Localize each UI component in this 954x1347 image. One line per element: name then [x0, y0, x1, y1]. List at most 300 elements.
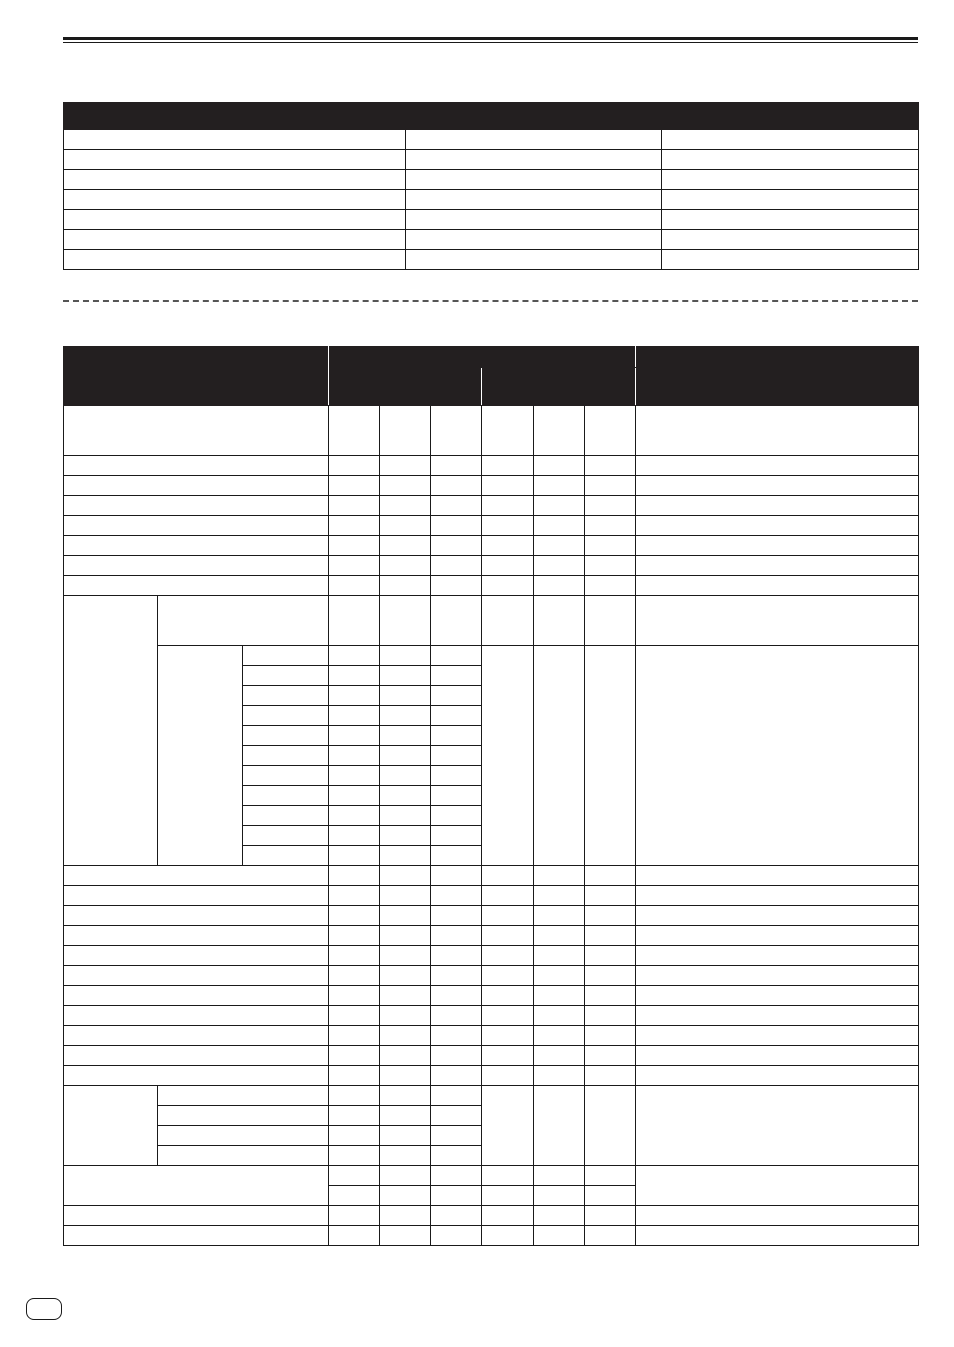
table-cell — [329, 766, 380, 786]
table-row — [64, 926, 919, 946]
table-cell — [482, 966, 534, 986]
table-cell — [585, 886, 636, 906]
table-row — [64, 250, 919, 270]
table-cell — [380, 846, 431, 866]
table-cell — [380, 1006, 431, 1026]
table-row — [64, 966, 919, 986]
table-cell — [662, 170, 919, 190]
table-cell — [431, 1226, 482, 1246]
table-cell — [534, 986, 585, 1006]
table-cell — [431, 406, 482, 456]
table-cell — [243, 746, 329, 766]
header-cell — [64, 347, 329, 406]
table-cell — [431, 706, 482, 726]
table-cell — [585, 1006, 636, 1026]
table-row — [64, 210, 919, 230]
table-cell — [380, 1166, 431, 1186]
table-cell — [380, 536, 431, 556]
table-cell — [662, 130, 919, 150]
table-row — [64, 456, 919, 476]
table-cell — [431, 766, 482, 786]
table-cell — [431, 1206, 482, 1226]
table-cell — [329, 966, 380, 986]
table-cell — [534, 596, 585, 646]
table-cell — [534, 406, 585, 456]
table-cell — [585, 1186, 636, 1206]
table-cell — [662, 230, 919, 250]
table-cell — [64, 926, 329, 946]
table-cell — [636, 1226, 919, 1246]
table-cell — [636, 456, 919, 476]
table-cell — [64, 1086, 158, 1166]
table-cell — [482, 536, 534, 556]
table-row — [64, 1206, 919, 1226]
table-cell — [158, 1126, 329, 1146]
table-cell — [329, 1066, 380, 1086]
table-cell — [329, 516, 380, 536]
table-row — [64, 986, 919, 1006]
table-cell — [329, 556, 380, 576]
table-cell — [585, 476, 636, 496]
header-cell — [636, 347, 919, 406]
table-cell — [534, 1226, 585, 1246]
table-cell — [585, 536, 636, 556]
table-cell — [64, 946, 329, 966]
table-cell — [534, 1006, 585, 1026]
table-cell — [431, 866, 482, 886]
table-cell — [534, 456, 585, 476]
table-cell — [534, 496, 585, 516]
table-cell — [380, 1066, 431, 1086]
table-row — [64, 556, 919, 576]
table-cell — [431, 926, 482, 946]
table-cell — [431, 556, 482, 576]
table-cell — [329, 476, 380, 496]
table-cell — [431, 1066, 482, 1086]
table-cell — [662, 190, 919, 210]
table-cell — [482, 1066, 534, 1086]
table-cell — [329, 1206, 380, 1226]
table-cell — [243, 846, 329, 866]
table-cell — [585, 516, 636, 536]
table-cell — [431, 786, 482, 806]
table-cell — [431, 1026, 482, 1046]
table-cell — [431, 1046, 482, 1066]
table-cell — [431, 456, 482, 476]
table-cell — [431, 476, 482, 496]
table-cell — [380, 1106, 431, 1126]
table-cell — [329, 536, 380, 556]
table-cell — [380, 906, 431, 926]
table-row — [64, 406, 919, 456]
table-cell — [64, 150, 406, 170]
table-cell — [534, 516, 585, 536]
table-cell — [636, 1206, 919, 1226]
table-cell — [380, 1126, 431, 1146]
table-row — [64, 476, 919, 496]
table-cell — [482, 476, 534, 496]
table-cell — [158, 646, 243, 866]
table-cell — [329, 1166, 380, 1186]
table-cell — [636, 906, 919, 926]
table-cell — [64, 886, 329, 906]
table-cell — [585, 1026, 636, 1046]
table-cell — [431, 1106, 482, 1126]
table-cell — [636, 476, 919, 496]
table-cell — [329, 746, 380, 766]
table-cell — [158, 596, 329, 646]
table-cell — [585, 946, 636, 966]
table-cell — [64, 210, 406, 230]
table-header-row — [64, 103, 919, 130]
table-row — [64, 230, 919, 250]
table-cell — [585, 1166, 636, 1186]
header-rule-thin — [63, 42, 918, 43]
header-cell — [482, 368, 636, 406]
table-cell — [585, 1206, 636, 1226]
table-cell — [329, 726, 380, 746]
table-cell — [380, 1046, 431, 1066]
table-row — [64, 516, 919, 536]
table-cell — [431, 646, 482, 666]
table-cell — [585, 1086, 636, 1166]
table-cell — [158, 1106, 329, 1126]
table-cell — [636, 576, 919, 596]
table-row — [64, 866, 919, 886]
table-cell — [482, 406, 534, 456]
table-cell — [243, 826, 329, 846]
table-cell — [64, 250, 406, 270]
table-cell — [64, 966, 329, 986]
table-cell — [636, 646, 919, 866]
section-divider — [63, 300, 918, 302]
table-cell — [64, 406, 329, 456]
table-cell — [380, 1186, 431, 1206]
table-cell — [482, 886, 534, 906]
table-cell — [329, 846, 380, 866]
table-cell — [482, 1026, 534, 1046]
table-row — [64, 190, 919, 210]
table-cell — [431, 846, 482, 866]
header-rule — [63, 37, 918, 40]
table-cell — [534, 866, 585, 886]
table-cell — [482, 496, 534, 516]
table-cell — [380, 786, 431, 806]
table-cell — [380, 706, 431, 726]
table-cell — [585, 406, 636, 456]
table-cell — [329, 496, 380, 516]
table-cell — [329, 986, 380, 1006]
table-row — [64, 576, 919, 596]
table-cell — [329, 1226, 380, 1246]
header-cell — [406, 103, 662, 130]
table-cell — [406, 150, 662, 170]
table-cell — [64, 1066, 329, 1086]
table-row — [64, 1066, 919, 1086]
table-cell — [636, 1086, 919, 1166]
table-cell — [431, 1086, 482, 1106]
table-cell — [329, 806, 380, 826]
table-cell — [243, 806, 329, 826]
table-cell — [431, 806, 482, 826]
table-cell — [329, 906, 380, 926]
table-cell — [431, 726, 482, 746]
table-cell — [64, 866, 329, 886]
table-cell — [431, 886, 482, 906]
table-cell — [636, 1026, 919, 1046]
table-cell — [64, 170, 406, 190]
table-cell — [431, 496, 482, 516]
table-cell — [380, 1206, 431, 1226]
table-cell — [64, 516, 329, 536]
table-row — [64, 536, 919, 556]
table-cell — [380, 746, 431, 766]
table-row — [64, 496, 919, 516]
table-cell — [585, 456, 636, 476]
table-cell — [158, 1086, 329, 1106]
table-cell — [380, 496, 431, 516]
spec-table-2 — [63, 346, 919, 1246]
table-cell — [534, 966, 585, 986]
table-cell — [534, 576, 585, 596]
table-cell — [585, 1066, 636, 1086]
table-cell — [431, 666, 482, 686]
table-row — [64, 1026, 919, 1046]
table-cell — [585, 926, 636, 946]
spec-table-1 — [63, 102, 919, 270]
table-cell — [406, 190, 662, 210]
table-cell — [585, 966, 636, 986]
table-cell — [329, 866, 380, 886]
table-cell — [636, 966, 919, 986]
table-cell — [329, 1026, 380, 1046]
table-cell — [482, 1166, 534, 1186]
table-cell — [636, 866, 919, 886]
table-cell — [158, 1146, 329, 1166]
table-cell — [636, 516, 919, 536]
table-cell — [482, 516, 534, 536]
table-cell — [482, 1006, 534, 1026]
table-cell — [636, 536, 919, 556]
table-cell — [329, 1126, 380, 1146]
table-cell — [380, 666, 431, 686]
table-cell — [431, 686, 482, 706]
table-cell — [64, 1226, 329, 1246]
table-cell — [431, 1146, 482, 1166]
table-cell — [636, 1046, 919, 1066]
table-cell — [636, 1066, 919, 1086]
table-cell — [380, 516, 431, 536]
table-cell — [482, 596, 534, 646]
table-cell — [431, 946, 482, 966]
table-cell — [329, 826, 380, 846]
table-cell — [380, 596, 431, 646]
table-cell — [636, 986, 919, 1006]
table-cell — [329, 926, 380, 946]
table-cell — [534, 556, 585, 576]
table-cell — [585, 556, 636, 576]
table-cell — [64, 1046, 329, 1066]
table-row — [64, 946, 919, 966]
table-cell — [585, 576, 636, 596]
table-cell — [431, 746, 482, 766]
table-cell — [380, 556, 431, 576]
table-cell — [482, 576, 534, 596]
table-cell — [431, 516, 482, 536]
table-cell — [534, 1206, 585, 1226]
table-cell — [431, 906, 482, 926]
table-cell — [243, 766, 329, 786]
table-cell — [482, 646, 534, 866]
table-cell — [482, 926, 534, 946]
table-cell — [64, 456, 329, 476]
table-cell — [329, 666, 380, 686]
table-cell — [64, 1166, 329, 1206]
table-cell — [585, 646, 636, 866]
table-cell — [431, 1186, 482, 1206]
table-row — [64, 1046, 919, 1066]
table-cell — [329, 946, 380, 966]
table-cell — [329, 646, 380, 666]
table-cell — [534, 476, 585, 496]
table-row — [64, 1166, 919, 1186]
table-cell — [329, 1006, 380, 1026]
table-cell — [431, 1126, 482, 1146]
table-cell — [534, 946, 585, 966]
table-cell — [329, 786, 380, 806]
table-cell — [380, 926, 431, 946]
table-cell — [380, 1146, 431, 1166]
table-row — [64, 596, 919, 646]
table-cell — [406, 130, 662, 150]
table-row — [64, 1086, 919, 1106]
table-row — [64, 1006, 919, 1026]
table-cell — [64, 1006, 329, 1026]
table-cell — [636, 496, 919, 516]
table-cell — [431, 986, 482, 1006]
table-cell — [329, 1106, 380, 1126]
table-cell — [380, 686, 431, 706]
table-cell — [431, 596, 482, 646]
table-cell — [482, 456, 534, 476]
table-cell — [64, 536, 329, 556]
table-cell — [636, 886, 919, 906]
table-cell — [380, 456, 431, 476]
table-cell — [534, 536, 585, 556]
table-cell — [380, 406, 431, 456]
table-cell — [636, 946, 919, 966]
table-cell — [64, 906, 329, 926]
table-row — [64, 1226, 919, 1246]
table-cell — [329, 1186, 380, 1206]
table-cell — [534, 1166, 585, 1186]
table-cell — [406, 250, 662, 270]
header-cell — [662, 103, 919, 130]
header-cell — [64, 103, 406, 130]
table-cell — [482, 1046, 534, 1066]
table-row — [64, 886, 919, 906]
table-cell — [585, 596, 636, 646]
table-cell — [243, 786, 329, 806]
table-cell — [243, 726, 329, 746]
table-cell — [482, 1226, 534, 1246]
table-cell — [406, 170, 662, 190]
table-cell — [662, 150, 919, 170]
table-cell — [243, 686, 329, 706]
table-row — [64, 170, 919, 190]
table-cell — [431, 966, 482, 986]
table-cell — [380, 646, 431, 666]
table-cell — [243, 666, 329, 686]
table-cell — [329, 576, 380, 596]
table-cell — [380, 806, 431, 826]
table-cell — [64, 556, 329, 576]
header-cell — [329, 368, 482, 406]
table-cell — [380, 986, 431, 1006]
table-cell — [636, 1006, 919, 1026]
table-cell — [636, 926, 919, 946]
table-cell — [585, 906, 636, 926]
table-header-row — [64, 347, 919, 368]
table-cell — [482, 1086, 534, 1166]
table-cell — [64, 596, 158, 866]
page-number-badge — [26, 1298, 62, 1320]
table-cell — [431, 826, 482, 846]
table-cell — [534, 926, 585, 946]
table-cell — [380, 826, 431, 846]
table-cell — [482, 866, 534, 886]
table-cell — [662, 250, 919, 270]
table-cell — [482, 1206, 534, 1226]
table-cell — [585, 1226, 636, 1246]
table-cell — [329, 1146, 380, 1166]
table-cell — [380, 576, 431, 596]
table-row — [64, 150, 919, 170]
table-cell — [534, 906, 585, 926]
table-cell — [534, 1046, 585, 1066]
table-row — [64, 130, 919, 150]
table-cell — [329, 596, 380, 646]
table-row — [64, 906, 919, 926]
table-cell — [64, 476, 329, 496]
table-cell — [380, 766, 431, 786]
table-cell — [329, 886, 380, 906]
table-cell — [380, 1226, 431, 1246]
table-cell — [64, 986, 329, 1006]
table-cell — [636, 596, 919, 646]
table-cell — [482, 986, 534, 1006]
table-cell — [64, 1206, 329, 1226]
table-cell — [243, 706, 329, 726]
table-cell — [64, 230, 406, 250]
table-cell — [64, 1026, 329, 1046]
table-cell — [431, 1006, 482, 1026]
table-cell — [380, 886, 431, 906]
table-cell — [329, 406, 380, 456]
table-cell — [534, 1086, 585, 1166]
table-cell — [431, 576, 482, 596]
table-cell — [585, 496, 636, 516]
table-cell — [636, 1166, 919, 1206]
table-cell — [482, 946, 534, 966]
table-cell — [636, 556, 919, 576]
table-cell — [534, 1186, 585, 1206]
table-cell — [482, 1186, 534, 1206]
table-cell — [64, 576, 329, 596]
table-cell — [329, 706, 380, 726]
table-cell — [64, 130, 406, 150]
table-cell — [243, 646, 329, 666]
